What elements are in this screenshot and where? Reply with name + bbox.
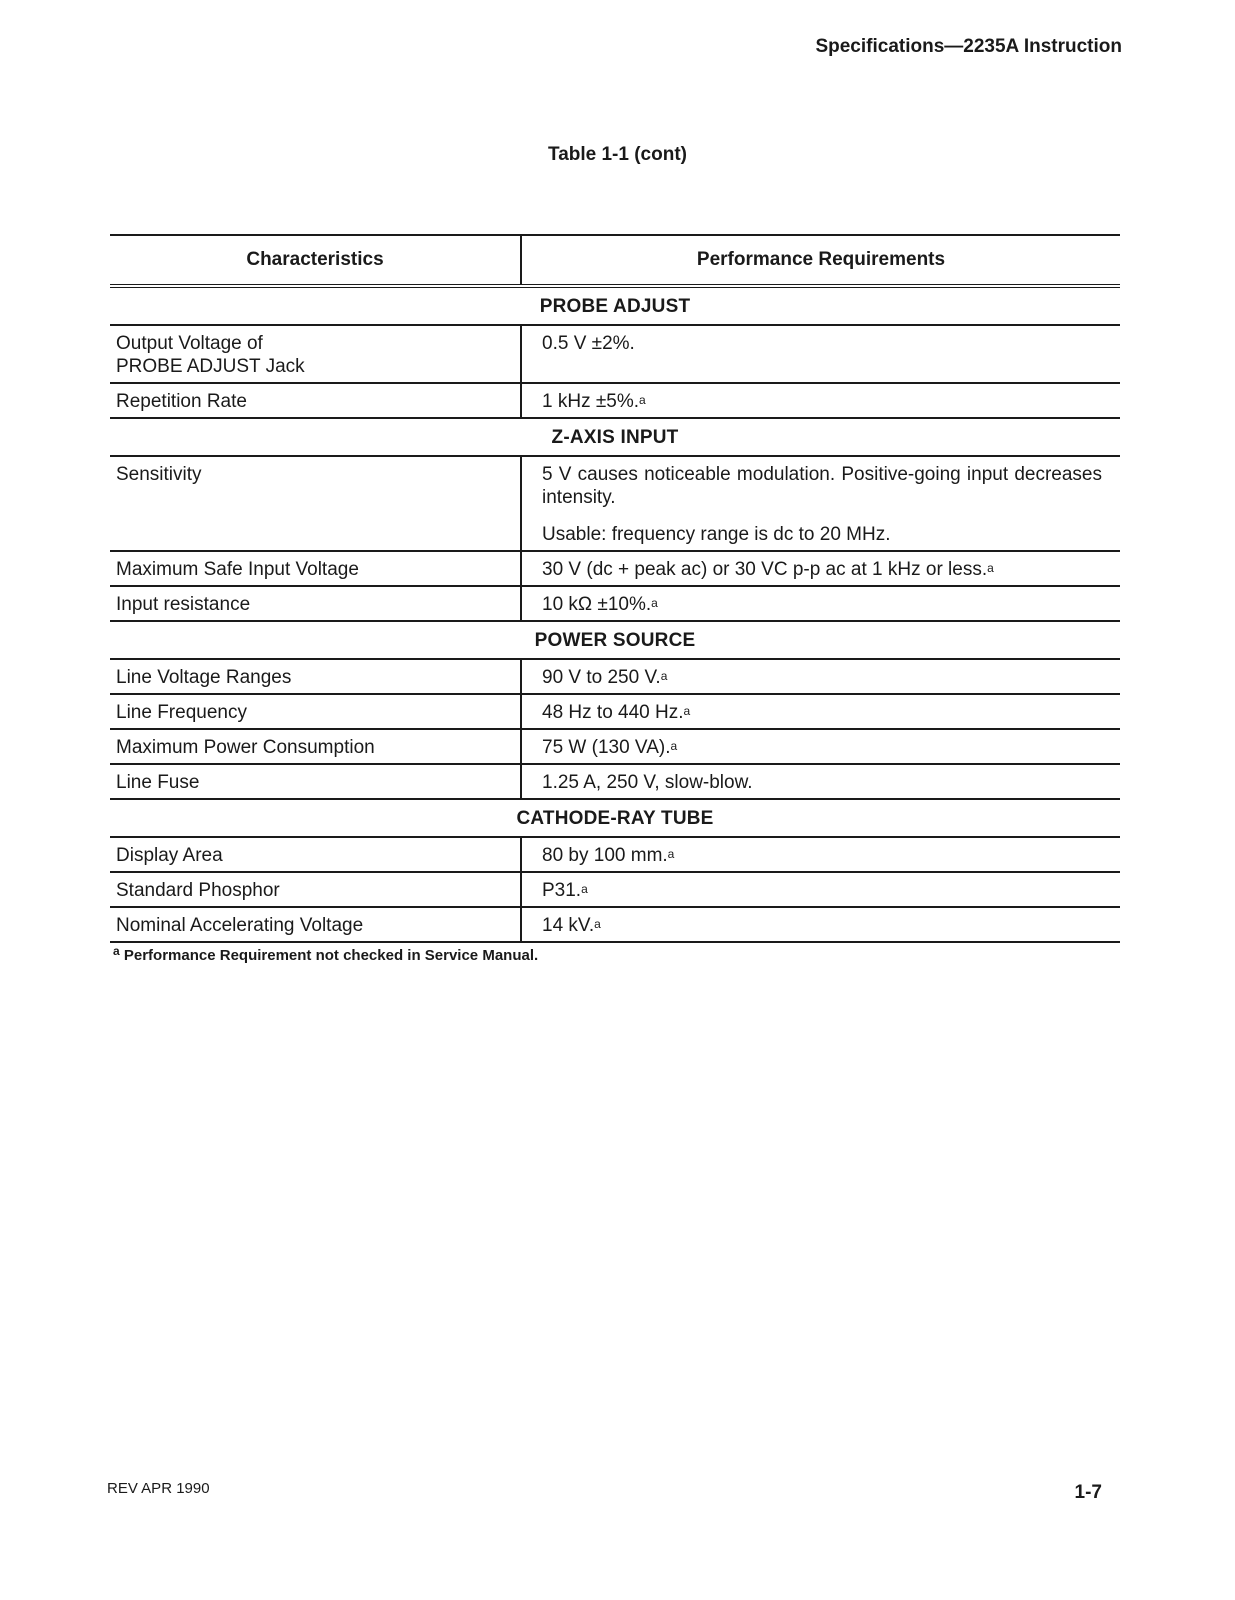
footnote-reference: a <box>670 739 678 753</box>
requirement-cell <box>521 764 1120 799</box>
footnote-reference: a <box>651 596 658 610</box>
requirement-cell <box>521 837 1120 872</box>
requirement-value: 0.5 V ±2%. <box>542 333 635 354</box>
characteristic-cell: Display Area <box>110 837 521 872</box>
section-row <box>110 418 1120 456</box>
characteristic-cell: Standard Phosphor <box>110 872 521 907</box>
requirement-cell <box>521 729 1120 764</box>
table-row <box>110 907 1120 942</box>
footnote-text: Performance Requirement not checked in Service Manual. <box>123 947 539 964</box>
footnote-reference: a <box>987 561 994 575</box>
section-title: PROBE ADJUST <box>110 286 1120 325</box>
characteristic-cell: Line Voltage Ranges <box>110 659 521 694</box>
requirement-text <box>542 701 1102 724</box>
characteristic-cell: Maximum Power Consumption <box>110 729 521 764</box>
characteristic-cell: Line Frequency <box>110 694 521 729</box>
requirement-text <box>542 332 1102 355</box>
section-row <box>110 621 1120 659</box>
table-row <box>110 764 1120 799</box>
requirement-text <box>542 593 1102 616</box>
section-title: POWER SOURCE <box>110 621 1120 659</box>
requirement-text <box>542 558 1102 581</box>
table-row <box>110 729 1120 764</box>
section-title: CATHODE-RAY TUBE <box>110 799 1120 837</box>
footnote-reference: a <box>660 669 668 683</box>
table-row <box>110 456 1120 551</box>
requirement-value: 80 by 100 mm. <box>542 845 668 866</box>
running-header: Specifications—2235A Instruction <box>815 36 1122 57</box>
section-row <box>110 799 1120 837</box>
column-header-characteristics: Characteristics <box>110 235 521 286</box>
requirement-value: 75 W (130 VA). <box>542 737 671 758</box>
requirement-text <box>542 463 1102 509</box>
table-row <box>110 659 1120 694</box>
requirement-value: 48 Hz to 440 Hz. <box>542 702 684 723</box>
characteristic-cell: Output Voltage of PROBE ADJUST Jack <box>110 325 521 383</box>
table-row <box>110 837 1120 872</box>
requirement-cell <box>521 325 1120 383</box>
table-row <box>110 551 1120 586</box>
table-row <box>110 586 1120 621</box>
footnote-reference: a <box>594 917 601 931</box>
characteristic-cell: Repetition Rate <box>110 383 521 418</box>
table-caption: Table 1-1 (cont) <box>548 144 687 165</box>
requirement-value: 10 kΩ ±10%. <box>542 594 652 615</box>
requirement-text <box>542 390 1102 413</box>
requirement-cell <box>521 907 1120 942</box>
characteristic-cell: Sensitivity <box>110 456 521 551</box>
specifications-table <box>110 234 1120 943</box>
requirement-text <box>542 736 1102 759</box>
footnote-reference: a <box>667 847 675 861</box>
requirement-value: Usable: frequency range is dc to 20 MHz. <box>542 524 891 545</box>
table-header-row <box>110 235 1120 286</box>
requirement-text <box>542 914 1102 937</box>
revision-date: REV APR 1990 <box>107 1480 210 1497</box>
requirement-text <box>542 666 1102 689</box>
characteristic-cell: Nominal Accelerating Voltage <box>110 907 521 942</box>
requirement-value: 14 kV. <box>542 915 595 936</box>
section-row <box>110 286 1120 325</box>
requirement-value: 1.25 A, 250 V, slow-blow. <box>542 772 753 793</box>
requirement-cell <box>521 872 1120 907</box>
characteristic-cell: Maximum Safe Input Voltage <box>110 551 521 586</box>
requirement-text <box>542 844 1102 867</box>
requirement-cell <box>521 694 1120 729</box>
footnote-reference: a <box>639 393 646 407</box>
requirement-value: 5 V causes noticeable modulation. Positive-going input decreases intensity. <box>542 464 1102 508</box>
table-body <box>110 286 1120 942</box>
requirement-cell <box>521 659 1120 694</box>
requirement-cell <box>521 383 1120 418</box>
footnote-marker: a <box>113 944 120 958</box>
section-title: Z-AXIS INPUT <box>110 418 1120 456</box>
requirement-value: 90 V to 250 V. <box>542 667 661 688</box>
requirement-cell <box>521 551 1120 586</box>
characteristic-cell: Line Fuse <box>110 764 521 799</box>
page-number: 1-7 <box>1074 1482 1102 1503</box>
requirement-text <box>542 771 1102 794</box>
footnote-reference: a <box>581 882 588 896</box>
footnote <box>113 944 539 964</box>
requirement-value: P31. <box>542 880 582 901</box>
requirement-value: 30 V (dc + peak ac) or 30 VC p-p ac at 1 kHz or less. <box>542 559 988 580</box>
footnote-reference: a <box>683 704 691 718</box>
table-row <box>110 383 1120 418</box>
table-row <box>110 325 1120 383</box>
column-header-performance: Performance Requirements <box>521 235 1120 286</box>
requirement-cell <box>521 456 1120 551</box>
table-row <box>110 694 1120 729</box>
characteristic-cell: Input resistance <box>110 586 521 621</box>
requirement-value: 1 kHz ±5%. <box>542 391 640 412</box>
requirement-text <box>542 523 1102 546</box>
requirement-cell <box>521 586 1120 621</box>
requirement-text <box>542 879 1102 902</box>
table-row <box>110 872 1120 907</box>
